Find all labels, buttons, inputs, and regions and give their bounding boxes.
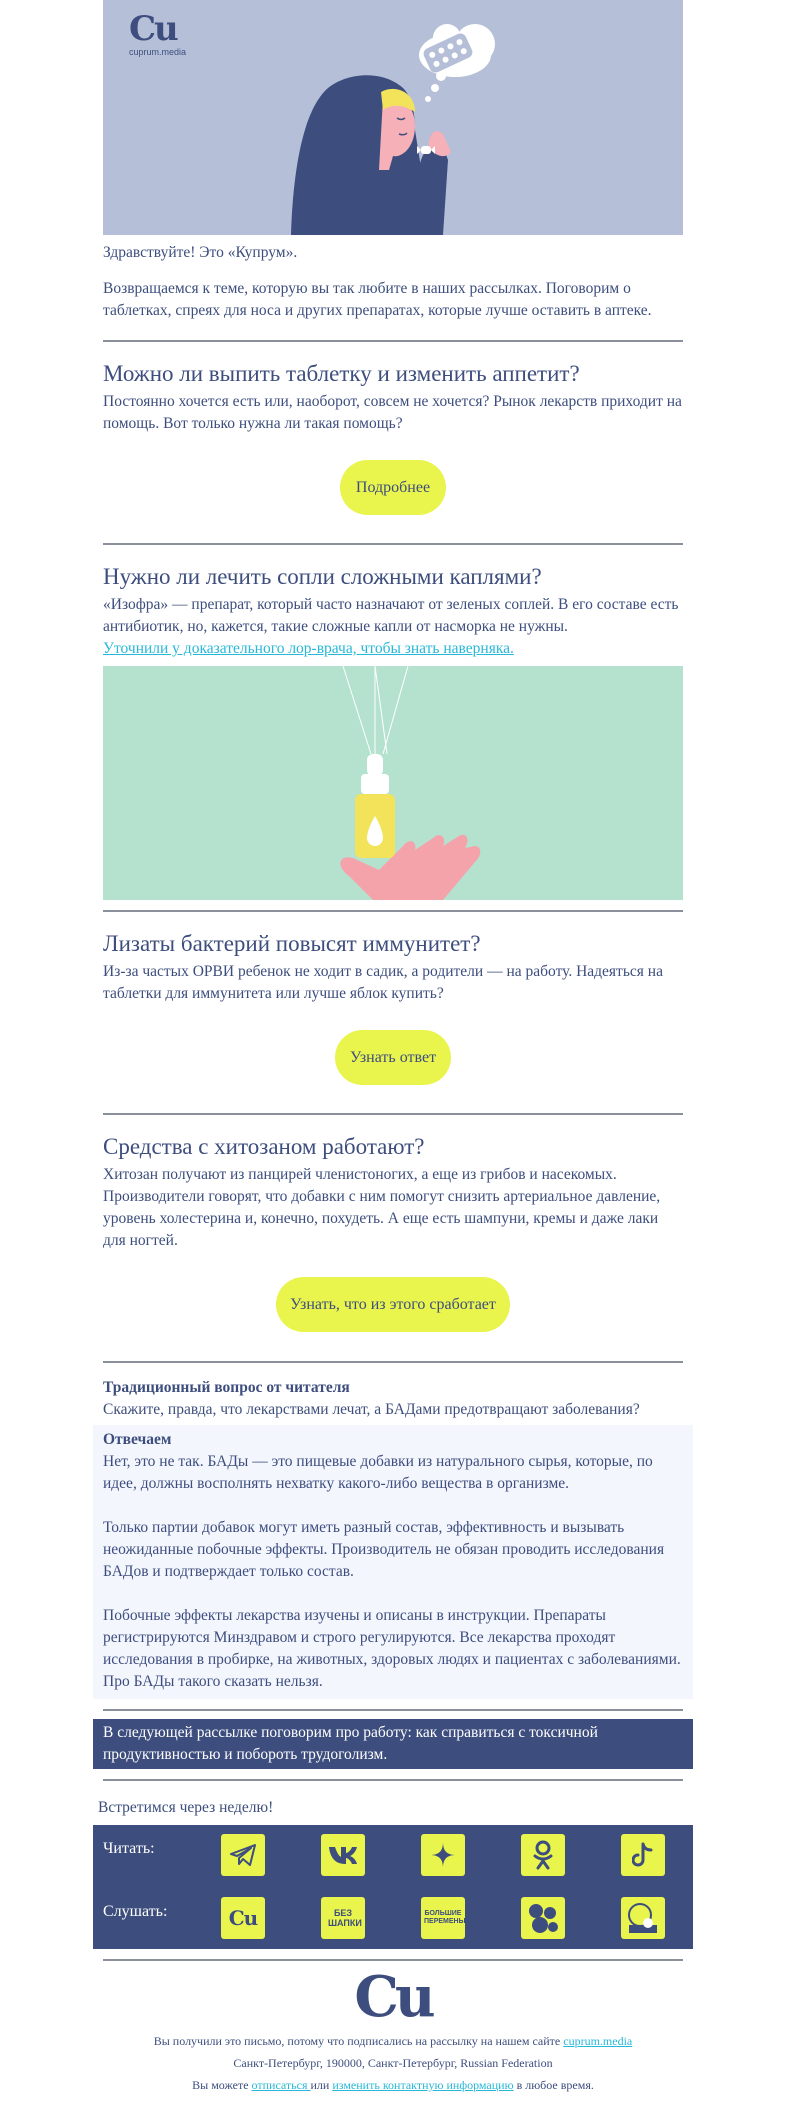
footer-address: Санкт-Петербург, 190000, Санкт-Петербург, Russian Federation — [233, 2056, 553, 2070]
ent-doctor-link[interactable]: Уточнили у доказательного лор-врача, чтобы знать наверняка. — [103, 640, 514, 657]
dzen-icon[interactable] — [421, 1834, 465, 1876]
nasal-drops-text: «Изофра» — препарат, который часто назначают от зеленых соплей. В его составе есть антибиотик, но, кажется, такие сложные капли от насморка не нужны. — [103, 596, 679, 635]
nasal-spray-hand-svg — [103, 666, 683, 900]
tiktok-icon[interactable] — [621, 1834, 665, 1876]
section-title-bacterial-lysates: Лизаты бактерий повысят иммунитет? — [103, 931, 481, 956]
section-title-appetite: Можно ли выпить таблетку и изменить аппетит? — [103, 361, 580, 386]
social-links-panel — [93, 1825, 693, 1949]
find-answer-button[interactable]: Узнать ответ — [335, 1030, 451, 1085]
footer-subscription-notice — [103, 2033, 683, 2049]
intro-text: Возвращаемся к теме, которую вы так любите в наших рассылках. Поговорим о таблетках, спреях для носа и других препаратах, которые лучше оставить в аптеке. — [103, 280, 652, 319]
footer-anytime: в любое время. — [513, 2078, 594, 2092]
mic-podcast-icon[interactable] — [621, 1897, 665, 1939]
unsubscribe-link[interactable]: отписаться — [251, 2078, 311, 2092]
answer-paragraph-1: Нет, это не так. БАДы — это пищевые добавки из натурального сырья, которые, по идее, должны восполнять нехватку какого-либо вещества в организме. — [103, 1453, 653, 1492]
footer-or: или — [310, 2078, 333, 2092]
greeting-text: Здравствуйте! Это «Купрум». — [103, 244, 298, 261]
read-label: Читать: — [103, 1840, 155, 1857]
bubbles-podcast-icon[interactable] — [521, 1897, 565, 1939]
answer-paragraph-3: Побочные эффекты лекарства изучены и описаны в инструкции. Препараты регистрируются Минздравом и строго регулируются. Все лекарства проходят исследования в пробирке, на животных, здоровых людях и пациентах с заболеваниями. Про БАДы такого сказать нельзя. — [103, 1607, 681, 1690]
reader-question-title: Традиционный вопрос от читателя — [103, 1379, 350, 1396]
listen-label: Слушать: — [103, 1903, 168, 1920]
bez-shapki-text: БЕЗ ШАПКИ — [328, 1908, 362, 1928]
what-works-button[interactable]: Узнать, что из этого сработает — [276, 1277, 510, 1332]
site-link[interactable]: cuprum.media — [563, 2034, 633, 2048]
section-text-appetite: Постоянно хочется есть или, наоборот, совсем не хочется? Рынок лекарств приходит на помощь. Вот только нужна ли такая помощь? — [103, 393, 682, 432]
section-title-chitosan: Средства с хитозаном работают? — [103, 1134, 425, 1159]
bolshie-peremeny-text: БОЛЬШИЕ ПЕРЕМЕНЫ — [424, 1910, 466, 1925]
see-you-text: Встретимся через неделю! — [98, 1799, 274, 1816]
answer-title: Отвечаем — [103, 1431, 172, 1448]
cuprum-podcast-logo: Cu — [228, 1906, 258, 1930]
reader-question-text: Скажите, правда, что лекарствами лечат, а БАДами предотвращают заболевания? — [103, 1401, 640, 1418]
section-text-nasal-drops — [103, 594, 683, 660]
footer-you-can: Вы можете — [192, 2078, 252, 2092]
answer-block — [93, 1425, 693, 1699]
section-text-bacterial-lysates: Из-за частых ОРВИ ребенок не ходит в садик, а родители — на работу. Надеяться на таблетки для иммунитета или лучше яблок купить? — [103, 963, 663, 1002]
footer-logo-text: Cu — [354, 1964, 432, 2030]
change-contact-info-link[interactable]: изменить контактную информацию — [332, 2078, 514, 2092]
nasal-spray-illustration — [103, 666, 683, 900]
bez-shapki-podcast-icon[interactable] — [321, 1897, 365, 1939]
logo-text: Cu — [129, 9, 177, 49]
woman-taking-pill-illustration — [103, 0, 683, 235]
next-issue-text: В следующей рассылке поговорим про работу: как справиться с токсичной продуктивностью и побороть трудоголизм. — [103, 1724, 598, 1763]
bolshie-peremeny-podcast-icon[interactable] — [421, 1897, 465, 1939]
section-title-nasal-drops: Нужно ли лечить сопли сложными каплями? — [103, 564, 542, 589]
section-text-chitosan: Хитозан получают из панцирей членистоногих, а еще из грибов и насекомых. Производители говорят, что добавки с ним помогут снизить артериальное давление, уровень холестерина и, конечно, похудеть. А еще есть шампуни, кремы и даже лаки для ногтей. — [103, 1166, 661, 1249]
cuprum-podcast-icon[interactable] — [221, 1897, 265, 1939]
more-button[interactable]: Подробнее — [340, 460, 446, 515]
footer-unsubscribe-line — [103, 2077, 683, 2093]
telegram-icon[interactable] — [221, 1834, 265, 1876]
vk-icon[interactable] — [321, 1834, 365, 1876]
footer-logo[interactable] — [103, 1964, 683, 2030]
footer-notice-text: Вы получили это письмо, потому что подписались на рассылку на нашем сайте — [153, 2034, 564, 2048]
answer-paragraph-2: Только партии добавок могут иметь разный состав, эффективность и вызывать неожиданные побочные эффекты. Производитель не обязан проводить исследования БАДов и подтверждает только состав. — [103, 1519, 665, 1580]
logo-subtitle: cuprum.media — [129, 47, 187, 57]
odnoklassniki-icon[interactable] — [521, 1834, 565, 1876]
next-issue-banner — [93, 1719, 693, 1769]
hero-illustration — [103, 0, 683, 235]
